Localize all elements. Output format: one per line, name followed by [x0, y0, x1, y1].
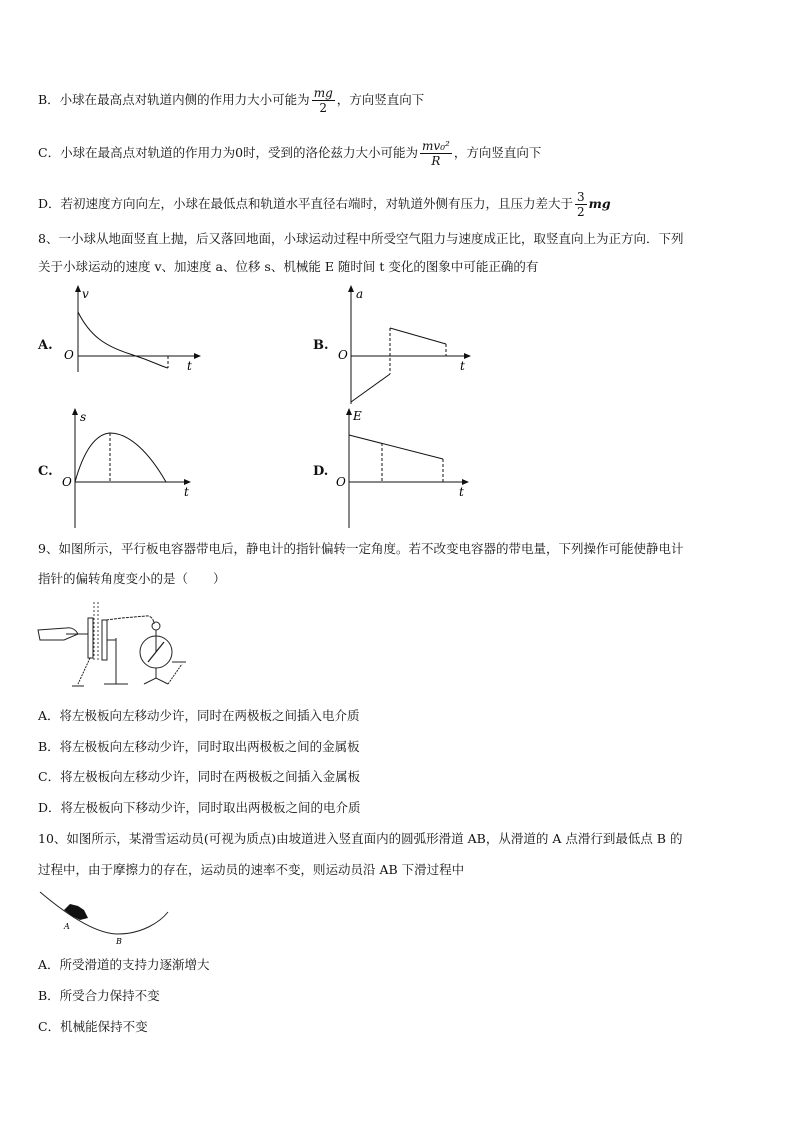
graph-d-x-label: t: [459, 485, 464, 499]
graph-d-origin: O: [336, 475, 346, 489]
graph-a-label: A.: [38, 338, 53, 353]
q8-stem-line2: 关于小球运动的速度 v、加速度 a、位移 s、机械能 E 随时间 t 变化的图象中可能正确的有: [38, 259, 539, 274]
q9-option-b: B．将左极板向左移动少许，同时取出两极板之间的金属板: [38, 739, 360, 754]
q7-option-b: B．小球在最高点对轨道内侧的作用力大小可能为 $\frac{mg}{2}$ ，方向竖直向下: [38, 86, 425, 115]
graph-d: [334, 406, 484, 531]
graph-c-x-label: t: [184, 485, 189, 499]
q10-option-a: A．所受滑道的支持力逐渐增大: [38, 957, 210, 972]
graph-c-y-label: s: [80, 410, 87, 424]
graph-b-label: B.: [313, 338, 329, 353]
q9-option-d: D．将左极板向下移动少许，同时取出两极板之间的电介质: [38, 800, 361, 815]
graph-a: [60, 284, 210, 384]
displacement-curve: [75, 433, 166, 482]
point-b-label: B: [116, 937, 122, 946]
graph-c-origin: O: [62, 475, 72, 489]
energy-line: [349, 435, 443, 459]
graph-a-origin: O: [64, 348, 74, 362]
q10-option-b: B．所受合力保持不变: [38, 988, 160, 1003]
graph-c: [60, 406, 210, 531]
graph-d-label: D.: [313, 464, 329, 479]
graph-d-y-label: E: [353, 409, 362, 423]
electroscope-capacitor-figure: [36, 600, 196, 692]
accel-segment-1: [351, 374, 390, 402]
graph-b-origin: O: [338, 348, 348, 362]
q9-stem-line1: 9、如图所示，平行板电容器带电后，静电计的指针偏转一定角度。若不改变电容器的带电量，下列操作可能使静电计: [38, 541, 684, 556]
velocity-curve: [78, 312, 168, 368]
graph-a-y-label: v: [82, 287, 89, 301]
fraction: $\frac{\text{mv₀²}}{R}$: [422, 139, 450, 168]
fraction: $\frac{3}{2}$: [577, 190, 585, 219]
graph-b-y-label: a: [356, 287, 364, 301]
arc-track: [40, 892, 168, 934]
q9-stem-line2: 指针的偏转角度变小的是（ ）: [38, 571, 226, 586]
q7-option-c: C．小球在最高点对轨道的作用力为0时，受到的洛伦兹力大小可能为 $\frac{\text{mv₀²}}{R}$ ，方向竖直向下: [38, 139, 542, 168]
q10-stem-line1: 10、如图所示，某滑雪运动员(可视为质点)由坡道进入竖直面内的圆弧形滑道 AB，从滑道的 A 点滑行到最低点 B 的: [38, 831, 683, 846]
q8-stem-line1: 8、一小球从地面竖直上抛，后又落回地面，小球运动过程中所受空气阻力与速度成正比，取竖直向上为正方向．下列: [38, 231, 684, 246]
q10-option-c: C．机械能保持不变: [38, 1019, 148, 1034]
q9-option-c: C．将左极板向左移动少许，同时在两极板之间插入金属板: [38, 769, 361, 784]
q9-option-a: A．将左极板向左移动少许，同时在两极板之间插入电介质: [38, 708, 360, 723]
q7-option-d: D．若初速度方向向左，小球在最低点和轨道水平直径右端时，对轨道外侧有压力，且压力差大于 $\frac{3}{2}$ mg: [38, 190, 611, 219]
graph-b: [334, 284, 484, 409]
graph-b-x-label: t: [460, 359, 465, 373]
q10-stem-line2: 过程中，由于摩擦力的存在，运动员的速率不变，则运动员沿 AB 下滑过程中: [38, 862, 465, 877]
fraction: $\frac{mg}{2}$: [313, 86, 333, 115]
skier: [64, 904, 88, 920]
ski-track-figure: [36, 888, 176, 948]
point-a-label: A: [64, 922, 70, 931]
graph-a-x-label: t: [187, 359, 192, 373]
graph-c-label: C.: [38, 464, 53, 479]
accel-segment-2: [390, 328, 446, 344]
